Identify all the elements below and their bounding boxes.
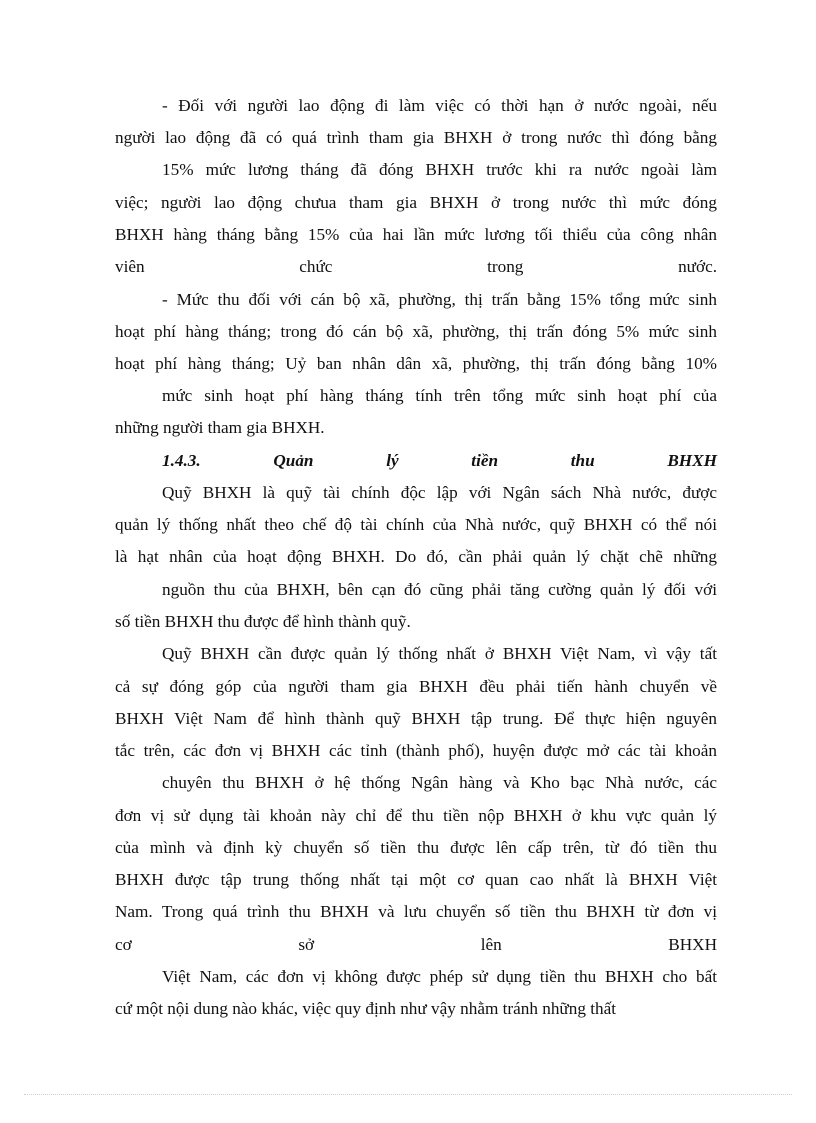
text-line: quản lý thống nhất theo chế độ tài chính của Nhà nước, quỹ BHXH có thể nói <box>115 515 717 534</box>
text-line: BHXH được tập trung thống nhất tại một cơ quan cao nhất là BHXH Việt <box>115 870 717 889</box>
text-line: cơ sở lên BHXH <box>115 935 717 954</box>
text-line: tắc trên, các đơn vị BHXH các tỉnh (thành phố), huyện được mở các tài khoản <box>115 741 717 760</box>
text-line: - Mức thu đối với cán bộ xã, phường, thị trấn bằng 15% tổng mức sinh <box>162 290 717 309</box>
text-line: của mình và định kỳ chuyển số tiền thu được lên cấp trên, từ đó tiền thu <box>115 838 717 857</box>
text-line: hoạt phí hàng tháng; Uỷ ban nhân dân xã, phường, thị trấn đóng bằng 10% <box>115 354 717 373</box>
text-line: Nam. Trong quá trình thu BHXH và lưu chuyển số tiền thu BHXH từ đơn vị <box>115 902 717 921</box>
text-line: BHXH hàng tháng bằng 15% của hai lần mức lương tối thiểu của công nhân <box>115 225 717 244</box>
text-line: viên chức trong nước. <box>115 257 717 276</box>
text-line: số tiền BHXH thu được để hình thành quỹ. <box>115 612 411 631</box>
text-line: đơn vị sử dụng tài khoản này chỉ để thu tiền nộp BHXH ở khu vực quản lý <box>115 806 717 825</box>
text-line: việc; người lao động chưua tham gia BHXH ở trong nước thì mức đóng <box>115 193 717 212</box>
text-line: là hạt nhân của hoạt động BHXH. Do đó, cần phải quản lý chặt chẽ những <box>115 547 717 566</box>
text-line: Việt Nam, các đơn vị không được phép sử dụng tiền thu BHXH cho bất <box>162 967 717 986</box>
text-line: cả sự đóng góp của người tham gia BHXH đều phải tiến hành chuyển về <box>115 677 717 696</box>
page-bottom-divider <box>24 1094 792 1095</box>
text-line: BHXH Việt Nam để hình thành quỹ BHXH tập trung. Để thực hiện nguyên <box>115 709 717 728</box>
text-line: người lao động đã có quá trình tham gia BHXH ở trong nước thì đóng bằng <box>115 128 717 147</box>
text-line: Quỹ BHXH là quỹ tài chính độc lập với Ngân sách Nhà nước, được <box>162 483 717 502</box>
text-line: Quỹ BHXH cần được quản lý thống nhất ở BHXH Việt Nam, vì vậy tất <box>162 644 717 663</box>
text-line: nguồn thu của BHXH, bên cạn đó cũng phải tăng cường quản lý đối với <box>162 580 717 599</box>
text-line: - Đối với người lao động đi làm việc có thời hạn ở nước ngoài, nếu <box>162 96 717 115</box>
text-line: cứ một nội dung nào khác, việc quy định như vậy nhằm tránh những thất <box>115 999 616 1018</box>
text-line: hoạt phí hàng tháng; trong đó cán bộ xã, phường, thị trấn đóng 5% mức sinh <box>115 322 717 341</box>
text-line: chuyên thu BHXH ở hệ thống Ngân hàng và Kho bạc Nhà nước, các <box>162 773 717 792</box>
text-line: mức sinh hoạt phí hàng tháng tính trên tổng mức sinh hoạt phí của <box>162 386 717 405</box>
section-heading: 1.4.3. Quản lý tiền thu BHXH <box>162 451 717 470</box>
text-line: 15% mức lương tháng đã đóng BHXH trước khi ra nước ngoài làm <box>162 160 717 179</box>
text-line: những người tham gia BHXH. <box>115 418 325 437</box>
